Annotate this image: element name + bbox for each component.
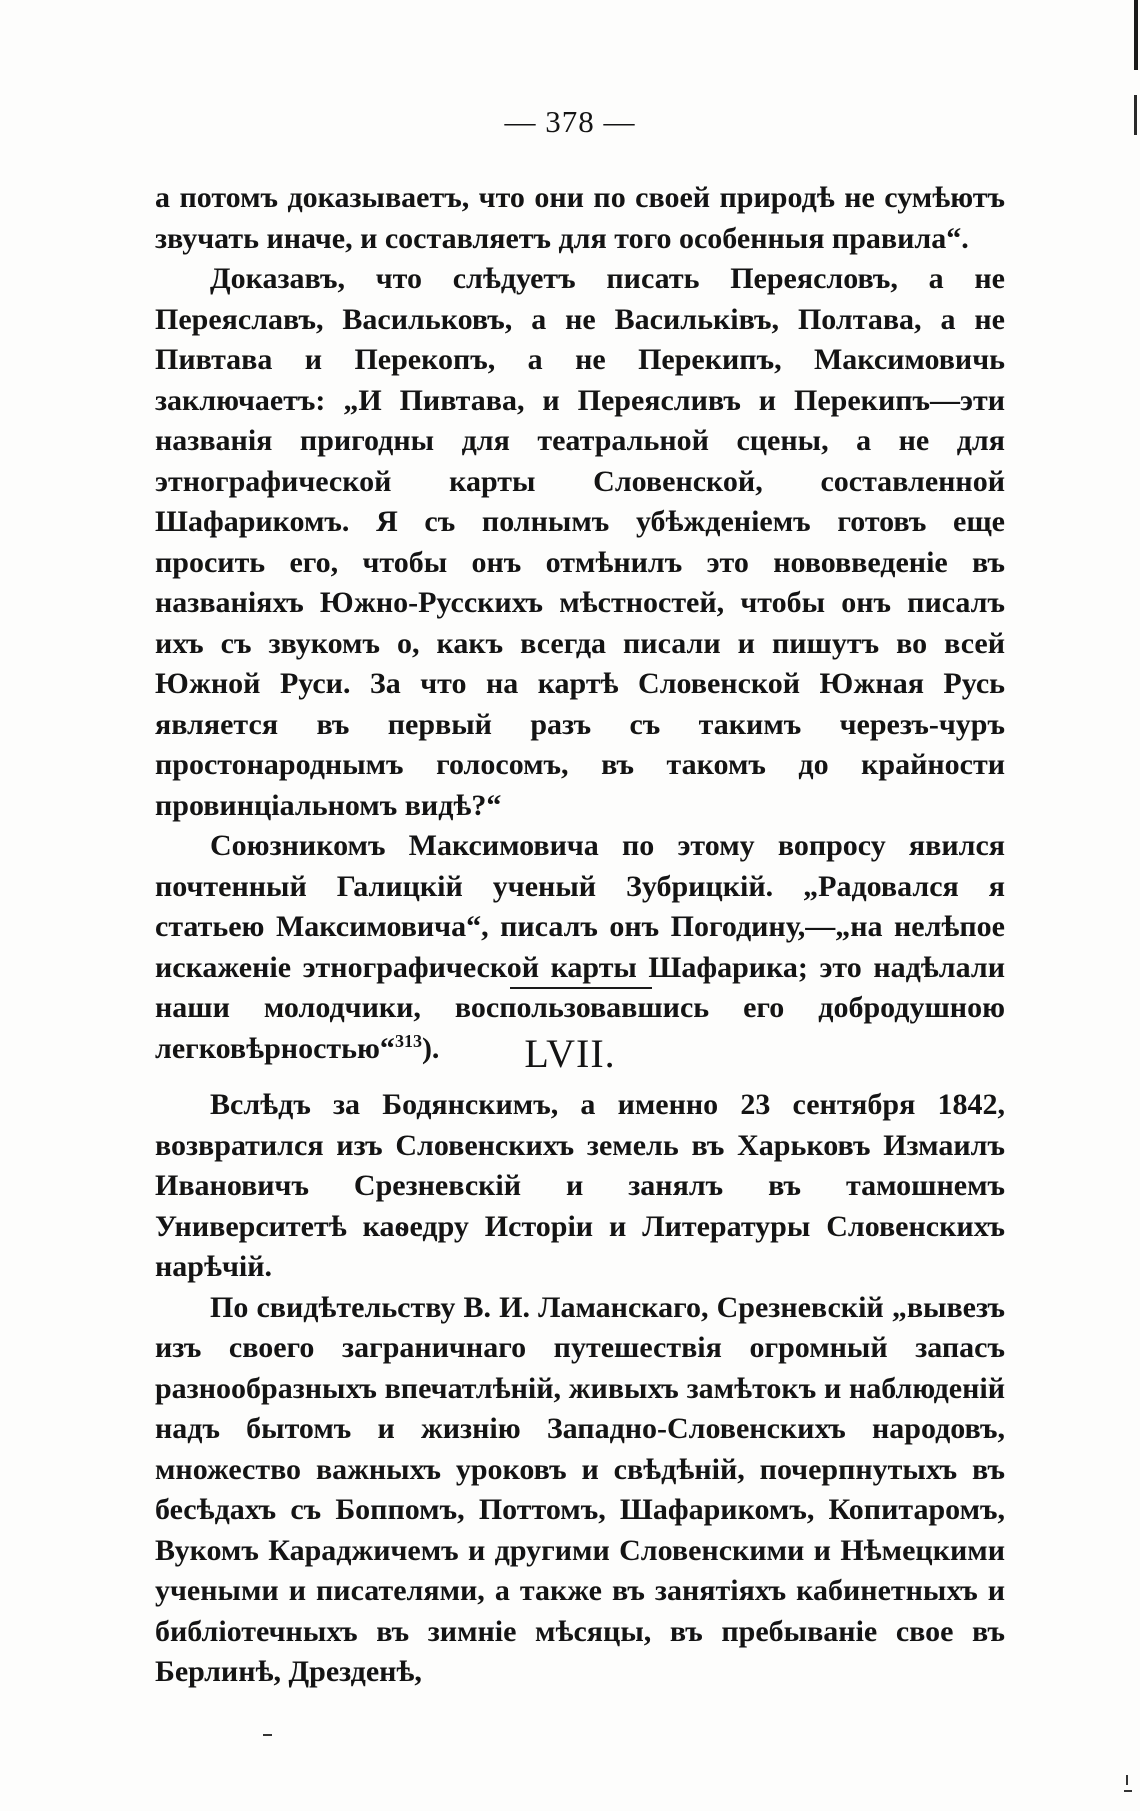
scan-speck [1124, 1790, 1132, 1792]
chapter-heading: LVII. [524, 1031, 616, 1076]
footnote-reference: 313 [394, 1030, 422, 1051]
paragraph-sreznevsky-return: Вслѣдъ за Бодянскимъ, а именно 23 сентября 1842, возвратился изъ Словенскихъ земель въ Харьковъ Измаилъ Ивановичъ Срезневскій и занялъ въ тамошнемъ Университетѣ каѳедру Исторіи и Литературы Словенскихъ нарѣчій. [155, 1088, 1005, 1283]
text-block-top [155, 178, 1005, 1069]
scan-speck [1126, 1775, 1128, 1785]
paragraph-lamansky-testimony: По свидѣтельству В. И. Ламанскаго, Срезневскій „вывезъ изъ своего заграничнаго путешествія огромный запасъ разнообразныхъ впечатлѣній, живыхъ замѣтокъ и наблюденій надъ бытомъ и жизнію Западно-Словенскихъ народовъ, множество важныхъ уроковъ и свѣдѣній, почерпнутыхъ въ бесѣдахъ съ Боппомъ, Поттомъ, Шафарикомъ, Копитаромъ, Вукомъ Караджичемъ и другими Словенскими и Нѣмецкими учеными и писателями, а также въ занятіяхъ кабинетныхъ и библіотечныхъ въ зимніе мѣсяцы, въ пребываніе свое въ Берлинѣ, Дрезденѣ, [155, 1290, 1005, 1688]
page-edge-mark [1134, 0, 1138, 70]
paragraph-zubrickiy-tail: ). [421, 1031, 440, 1065]
text-block-bottom [155, 1085, 1005, 1693]
scan-speck [263, 1734, 272, 1736]
page-number: — 378 — [504, 104, 636, 139]
section-divider [510, 987, 652, 989]
paragraph-zubrickiy-text: Союзникомъ Максимовича по этому вопросу явился почтенный Галицкій ученый Зубрицкій. „Радовался я статьею Максимовича“, писалъ онъ Погодину,—„на нелѣпое искаженіе этнографической карты Шафарика; это надѣлали наши молодчики, воспользовавшись его добродушною легковѣрностью“ [155, 829, 1005, 1065]
paragraph-maksimovich-quote: Доказавъ, что слѣдуетъ писать Переясловъ, а не Переяславъ, Васильковъ, а не Васильківъ, Полтава, а не Пивтава и Перекопъ, а не Перекипъ, Максимовичь заключаетъ: „И Пивтава, и Переясливъ и Перекипъ—эти названія пригодны для театральной сцены, а не для этнографической карты Словенской, составленной Шафарикомъ. Я съ полнымъ убѣжденіемъ готовъ еще просить его, чтобы онъ отмѣнилъ это нововведеніе въ названіяхъ Южно-Русскихъ мѣстностей, чтобы онъ писалъ ихъ съ звукомъ о, какъ всегда писали и пишутъ во всей Южной Руси. За что на картѣ Словенской Южная Русь является въ первый разъ съ такимъ черезъ-чуръ простонароднымъ голосомъ, въ такомъ до крайности провинціальномъ видѣ?“ [155, 262, 1005, 822]
paragraph-continuation: а потомъ доказываетъ, что они по своей природѣ не сумѣютъ звучать иначе, и составляетъ для того особенныя правила“. [155, 181, 1005, 255]
